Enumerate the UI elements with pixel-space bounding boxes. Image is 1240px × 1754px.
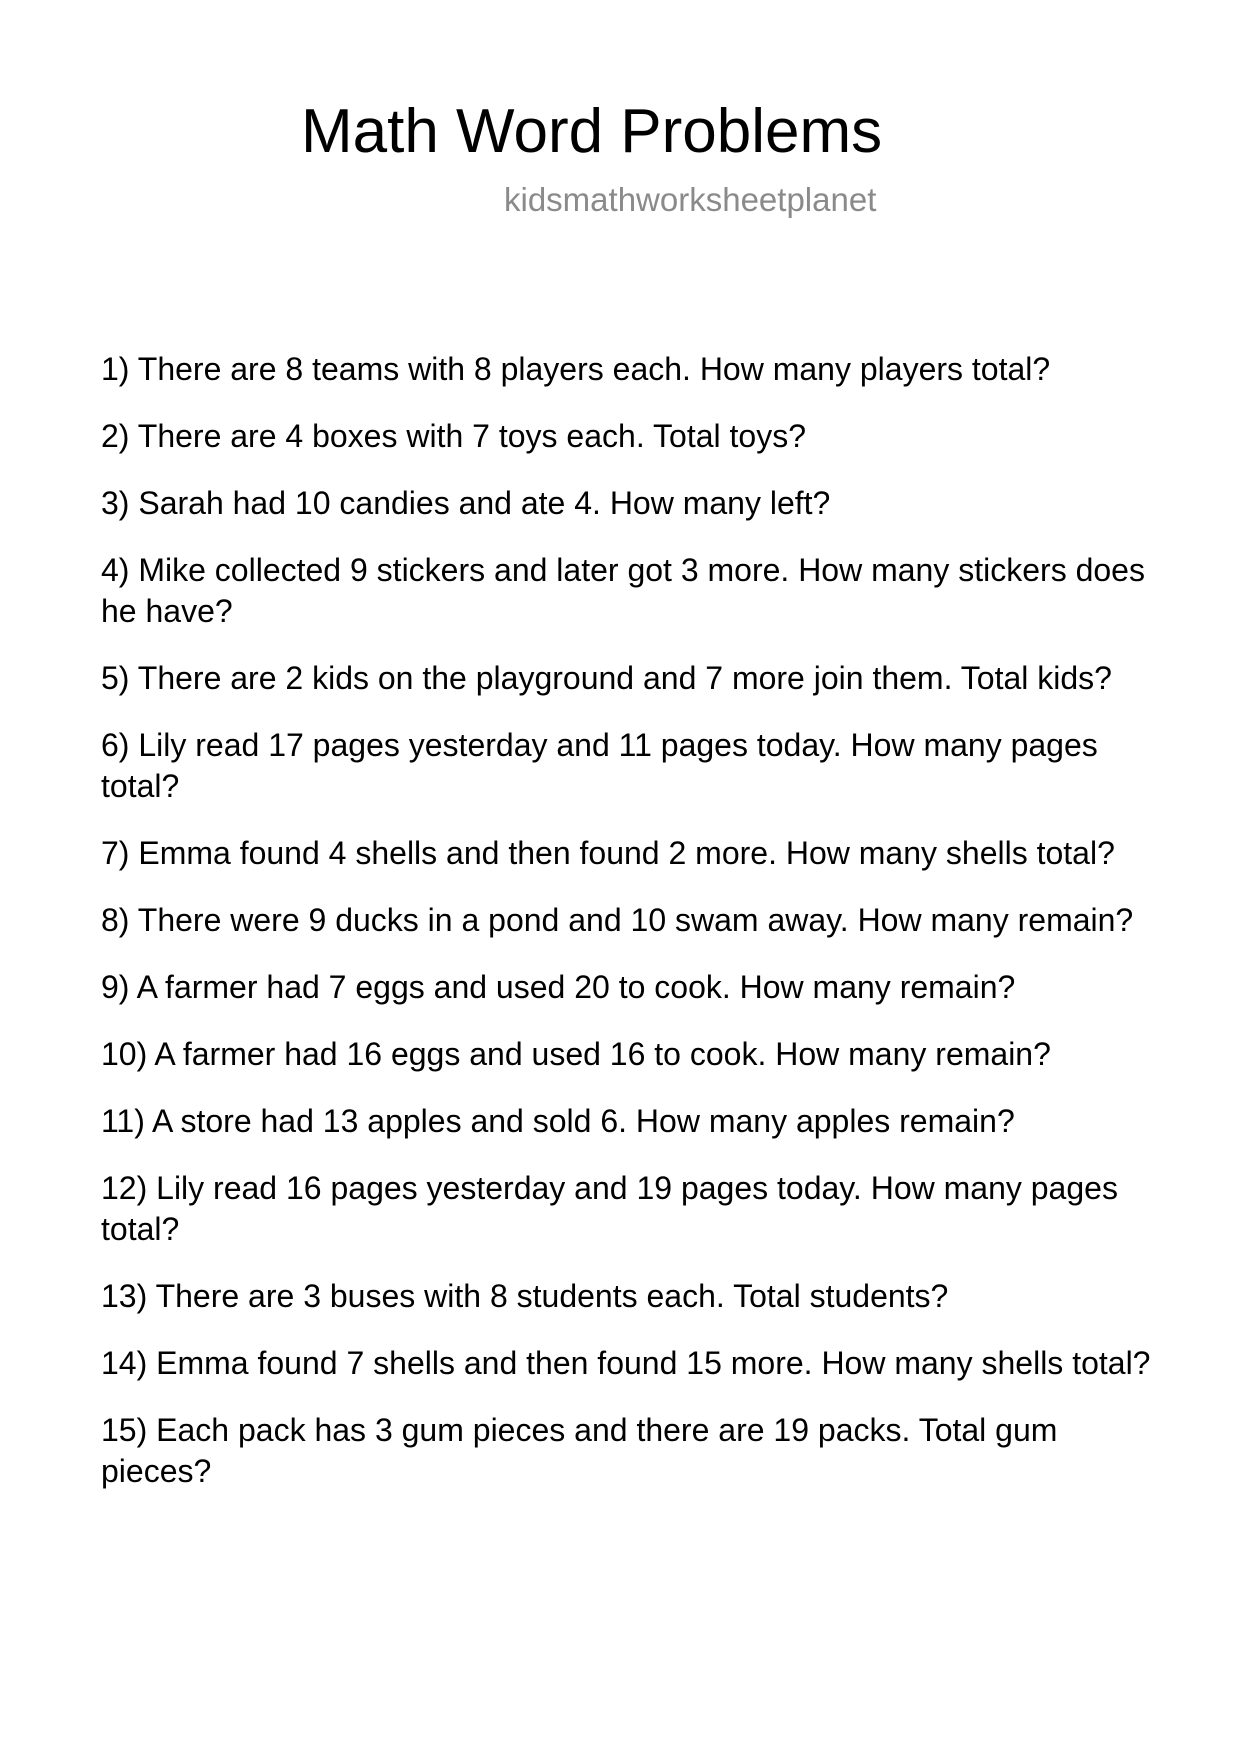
page-subtitle: kidsmathworksheetplanet <box>504 181 877 218</box>
problem-item: 13) There are 3 buses with 8 students each. Total students? <box>101 1278 949 1314</box>
problem-item: 2) There are 4 boxes with 7 toys each. Total toys? <box>101 418 806 454</box>
problem-item: 9) A farmer had 7 eggs and used 20 to cook. How many remain? <box>101 969 1016 1005</box>
problem-item: 4) Mike collected 9 stickers and later got 3 more. How many stickers does he have? <box>101 552 1145 629</box>
problem-item: 11) A store had 13 apples and sold 6. How many apples remain? <box>101 1103 1015 1139</box>
problem-item: 12) Lily read 16 pages yesterday and 19 pages today. How many pages total? <box>101 1170 1118 1247</box>
problem-item: 10) A farmer had 16 eggs and used 16 to cook. How many remain? <box>101 1036 1051 1072</box>
page-title: Math Word Problems <box>301 97 883 166</box>
problem-item: 8) There were 9 ducks in a pond and 10 swam away. How many remain? <box>101 902 1134 938</box>
problem-item: 6) Lily read 17 pages yesterday and 11 pages today. How many pages total? <box>101 727 1098 804</box>
problem-item: 7) Emma found 4 shells and then found 2 more. How many shells total? <box>101 835 1115 871</box>
problem-item: 15) Each pack has 3 gum pieces and there are 19 packs. Total gum pieces? <box>101 1412 1058 1489</box>
problem-item: 14) Emma found 7 shells and then found 15 more. How many shells total? <box>101 1345 1151 1381</box>
problem-item: 1) There are 8 teams with 8 players each. How many players total? <box>101 351 1051 387</box>
problem-item: 3) Sarah had 10 candies and ate 4. How many left? <box>101 485 831 521</box>
problem-item: 5) There are 2 kids on the playground and 7 more join them. Total kids? <box>101 660 1112 696</box>
problem-list <box>101 349 1166 1518</box>
